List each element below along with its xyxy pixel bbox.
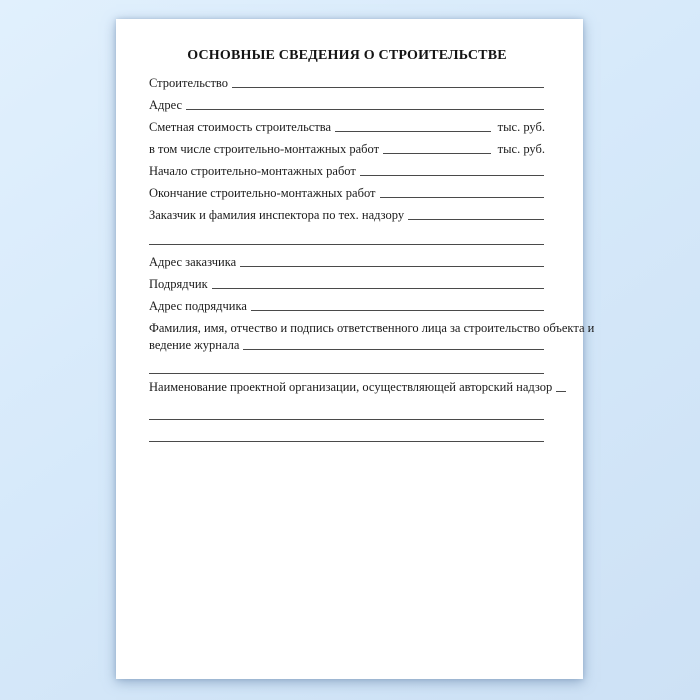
field-label: Фамилия, имя, отчество и подпись ответственного лица за строительство объекта и [149,321,595,335]
fill-in-blank-line [149,244,544,245]
fill-in-blank-line [232,87,544,88]
fill-in-blank-line [186,109,544,110]
field-label: Адрес [149,98,183,112]
fill-in-blank-line [556,391,566,392]
field-label: Наименование проектной организации, осуществляющей авторский надзор [149,380,553,394]
paragraph-text-row [149,314,595,336]
form-field-row [149,91,545,113]
fill-in-blank-line [408,219,544,220]
fill-in-blank-line [240,266,544,267]
form-field-row [149,336,545,353]
fill-in-blank-line [383,153,491,154]
form-field-row [149,69,545,91]
form-field-row [149,179,545,201]
form-field-row [149,377,553,395]
blank-line-row [149,223,545,248]
form-field-row [149,157,545,179]
document-title: ОСНОВНЫЕ СВЕДЕНИЯ О СТРОИТЕЛЬСТВЕ [187,48,507,63]
field-label: Строительство [149,76,229,90]
blank-line-row [149,423,545,445]
field-label: Подрядчик [149,277,208,291]
blank-line-row [149,395,545,423]
form-field-row [149,113,545,135]
fill-in-blank-line [251,310,544,311]
unit-suffix: тыс. руб. [497,120,545,134]
fill-in-blank-line [149,441,544,442]
fill-in-blank-line [149,419,544,420]
form-field-row [149,292,545,314]
fill-in-blank-line [212,288,544,289]
field-label: Сметная стоимость строительства [149,120,332,134]
blank-line-row [149,353,545,377]
fill-in-blank-line [335,131,491,132]
field-label: Начало строительно-монтажных работ [149,164,356,178]
form-field-row [149,270,545,292]
form-field-row [149,135,545,157]
field-label: в том числе строительно-монтажных работ [149,142,380,156]
fill-in-blank-line [149,373,544,374]
form-field-row [149,201,545,223]
form-rows [149,69,595,445]
field-label: ведение журнала [149,338,240,352]
fill-in-blank-line [360,175,544,176]
field-label: Адрес заказчика [149,255,237,269]
document-page [116,19,595,679]
unit-suffix: тыс. руб. [497,142,545,156]
field-label: Окончание строительно-монтажных работ [149,186,376,200]
field-label: Заказчик и фамилия инспектора по тех. надзору [149,208,405,222]
field-label: Адрес подрядчика [149,299,247,313]
form-field-row [149,248,545,270]
fill-in-blank-line [380,197,544,198]
fill-in-blank-line [243,349,544,350]
